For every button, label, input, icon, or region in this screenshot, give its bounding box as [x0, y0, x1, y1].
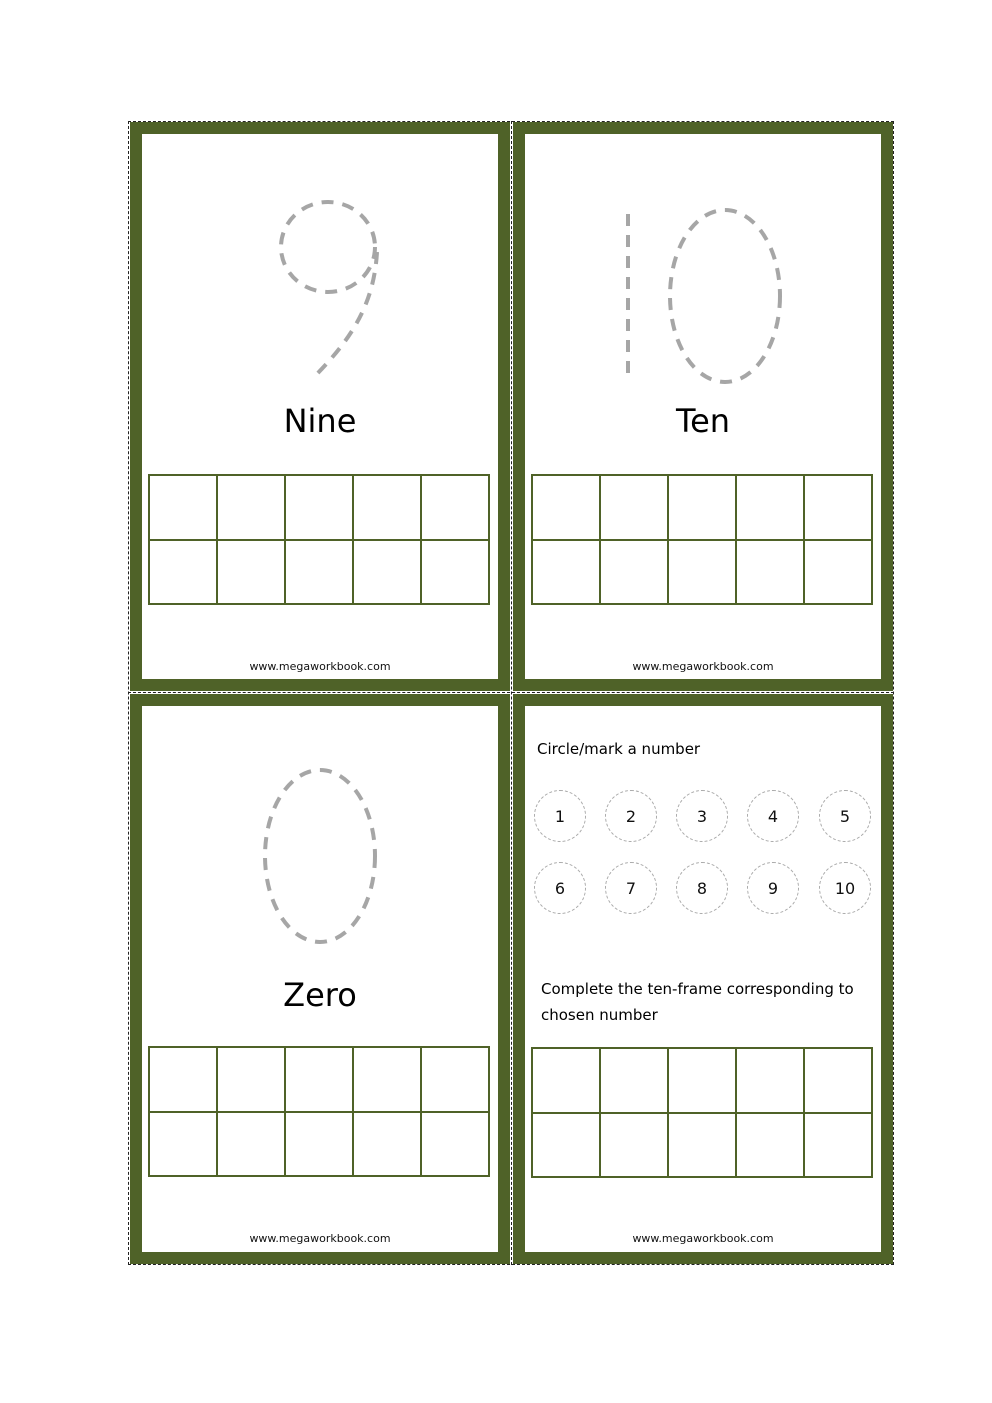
circle-instruction: Circle/mark a number	[537, 740, 701, 758]
website-url: www.megaworkbook.com	[632, 660, 774, 673]
flashcard-nine	[130, 122, 510, 691]
number-circle-4[interactable]: 4	[747, 790, 799, 842]
cut-guide-horizontal	[128, 692, 894, 693]
website-url: www.megaworkbook.com	[249, 1232, 391, 1245]
number-circle-3[interactable]: 3	[676, 790, 728, 842]
ten-frame	[531, 1047, 873, 1178]
number-circle-5[interactable]: 5	[819, 790, 871, 842]
website-url: www.megaworkbook.com	[632, 1232, 774, 1245]
number-circle-7[interactable]: 7	[605, 862, 657, 914]
ten-frame	[531, 474, 873, 605]
website-url: www.megaworkbook.com	[249, 660, 391, 673]
number-circle-2[interactable]: 2	[605, 790, 657, 842]
cut-guide-vertical	[511, 121, 512, 1265]
activity-card	[513, 694, 893, 1264]
number-circle-10[interactable]: 10	[819, 862, 871, 914]
flashcard-zero	[130, 694, 510, 1264]
ten-frame	[148, 474, 490, 605]
ten-frame	[148, 1046, 490, 1177]
frame-instruction-line2: chosen number	[541, 1006, 658, 1024]
number-word: Ten	[675, 402, 731, 440]
number-circle-1[interactable]: 1	[534, 790, 586, 842]
number-word: Zero	[283, 976, 357, 1014]
number-circle-6[interactable]: 6	[534, 862, 586, 914]
frame-instruction-line1: Complete the ten-frame corresponding to	[541, 980, 854, 998]
number-circle-8[interactable]: 8	[676, 862, 728, 914]
number-circle-9[interactable]: 9	[747, 862, 799, 914]
number-word: Nine	[283, 402, 357, 440]
flashcard-ten	[513, 122, 893, 691]
